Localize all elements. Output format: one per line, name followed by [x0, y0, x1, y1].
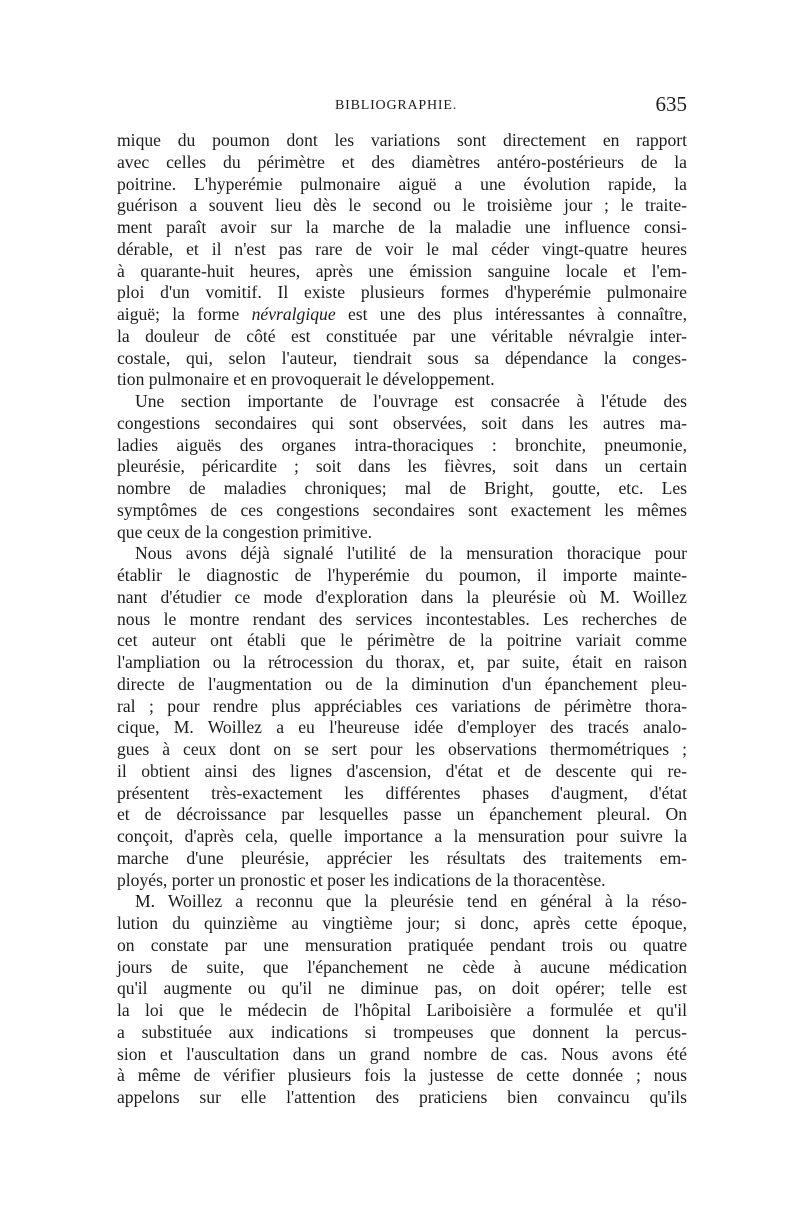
text-line: nombre de maladies chroniques; mal de Bright, goutte, etc. Les: [117, 478, 687, 498]
text-line: nous le montre rendant des services incontestables. Les recherches de: [117, 608, 687, 629]
body-text: [117, 130, 687, 1109]
text-line: et de décroissance par lesquelles passe un épanchement pleural. On: [117, 804, 687, 825]
text-line: ploi d'un vomitif. Il existe plusieurs formes d'hyperémie pulmonaire: [117, 282, 687, 303]
text-line: conçoit, d'après cela, quelle importance a la mensuration pour suivre la: [117, 826, 687, 846]
text-line: sion et l'auscultation dans un grand nombre de cas. Nous avons été: [117, 1043, 687, 1064]
text-line: jours de suite, que l'épanchement ne cède à aucune médication: [117, 956, 687, 977]
text-line: que ceux de la congestion primitive.: [117, 521, 373, 542]
text-line: guérison a souvent lieu dès le second ou le troisième jour ; le traite-: [117, 195, 687, 216]
text-line: nant d'étudier ce mode d'exploration dans la pleurésie où M. Woillez: [117, 586, 687, 607]
text-line: établir le diagnostic de l'hyperémie du poumon, il importe mainte-: [117, 565, 687, 585]
running-header: [117, 92, 687, 122]
text-line: l'ampliation ou la rétrocession du thorax, et, par suite, était en raison: [117, 652, 687, 672]
text-line: lution du quinzième au vingtième jour; si donc, après cette époque,: [117, 913, 687, 933]
text-line: Nous avons déjà signalé l'utilité de la mensuration thoracique pour: [135, 543, 687, 564]
text-line: qu'il augmente ou qu'il ne diminue pas, on doit opérer; telle est: [117, 978, 687, 999]
text-line: ral ; pour rendre plus appréciables ces variations de périmètre thora-: [117, 695, 687, 716]
italic-term: névralgique: [251, 304, 336, 324]
text-line: pleurésie, péricardite ; soit dans les fièvres, soit dans un certain: [117, 456, 687, 477]
running-title: BIBLIOGRAPHIE.: [335, 98, 458, 113]
text-line: ment paraît avoir sur la marche de la maladie une influence consi-: [117, 217, 687, 237]
text-line: mique du poumon dont les variations sont directement en rapport: [117, 130, 687, 150]
text-line: a substituée aux indications si trompeuses que donnent la percus-: [117, 1021, 687, 1042]
text-line: tion pulmonaire et en provoquerait le développement.: [117, 369, 495, 390]
text-line: [117, 304, 687, 326]
text-fragment: aiguë; la forme: [117, 304, 252, 324]
text-line: dérable, et il n'est pas rare de voir le mal céder vingt-quatre heures: [117, 238, 687, 259]
text-line: M. Woillez a reconnu que la pleurésie tend en général à la réso-: [135, 891, 687, 912]
text-line: présentent très-exactement les différentes phases d'augment, d'état: [117, 782, 687, 803]
text-line: cique, M. Woillez a eu l'heureuse idée d'employer des tracés analo-: [117, 717, 687, 738]
text-fragment: est une des plus intéressantes à connaître,: [335, 304, 687, 324]
text-line: avec celles du périmètre et des diamètres antéro-postérieurs de la: [117, 151, 687, 172]
text-line: congestions secondaires qui sont observées, soit dans les autres ma-: [117, 412, 687, 433]
text-line: la douleur de côté est constituée par une véritable névralgie inter-: [117, 325, 687, 346]
text-line: poitrine. L'hyperémie pulmonaire aiguë a une évolution rapide, la: [117, 173, 687, 194]
text-line: gues à ceux dont on se sert pour les observations thermométriques ;: [117, 739, 687, 759]
text-line: ployés, porter un pronostic et poser les indications de la thoracentèse.: [117, 869, 606, 890]
text-line: ladies aiguës des organes intra-thoraciques : bronchite, pneumonie,: [117, 434, 687, 455]
text-line: on constate par une mensuration pratiquée pendant trois ou quatre: [117, 934, 687, 955]
text-line: directe de l'augmentation ou de la diminution d'un épanchement pleu-: [117, 673, 687, 694]
text-line: cet auteur ont établi que le périmètre de la poitrine variait comme: [117, 630, 687, 651]
text-line: Une section importante de l'ouvrage est consacrée à l'étude des: [135, 391, 687, 411]
text-line: à même de vérifier plusieurs fois la justesse de cette donnée ; nous: [117, 1065, 687, 1086]
text-line: symptômes de ces congestions secondaires sont exactement les mêmes: [117, 499, 687, 520]
text-line: costale, qui, selon l'auteur, tiendrait sous sa dépendance la conges-: [117, 347, 687, 368]
page-number: 635: [655, 92, 687, 116]
text-line: marche d'une pleurésie, apprécier les résultats des traitements em-: [117, 847, 687, 868]
text-line: la loi que le médecin de l'hôpital Lariboisière a formulée et qu'il: [117, 1000, 687, 1020]
text-line: à quarante-huit heures, après une émission sanguine locale et l'em-: [117, 260, 687, 281]
text-line: appelons sur elle l'attention des praticiens bien convaincu qu'ils: [117, 1087, 687, 1107]
text-line: il obtient ainsi des lignes d'ascension, d'état et de descente qui re-: [117, 760, 687, 781]
